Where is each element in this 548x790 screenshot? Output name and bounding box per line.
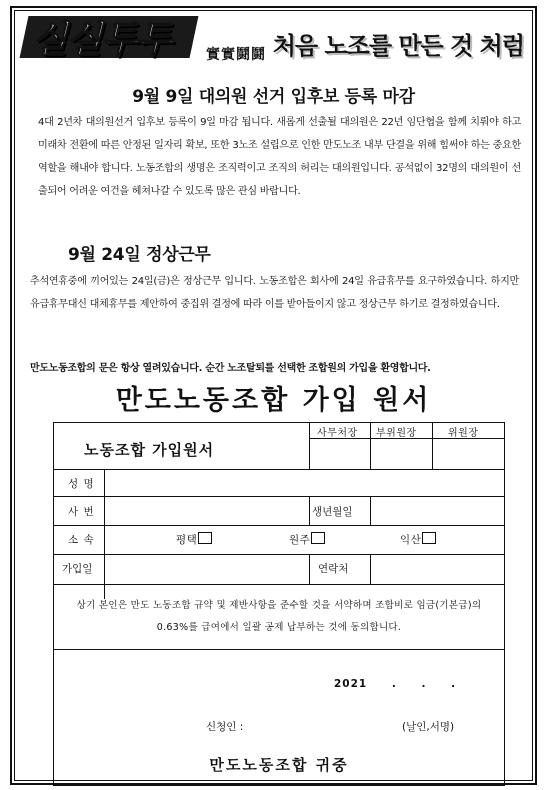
consent-statement: 상기 본인은 만도 노동조합 규약 및 제반사항을 준수할 것을 서약하며 조합비로 임금(기본급)의 0.63%를 급여에서 일괄 공제 납부하는 것에 동의합니다. [76,600,482,633]
checkbox[interactable] [311,532,325,544]
form-divider [370,496,371,525]
form-divider [309,423,310,469]
site-option-iksan[interactable] [400,532,436,547]
site-label: 원주 [289,534,311,546]
logo-text: 실실투투 [32,18,171,61]
article1-title: 9월 9일 대의원 선거 입후보 등록 마감 [132,87,415,107]
row-divider [54,584,504,585]
masthead [20,12,530,74]
applicant-label: 신청인 : [206,721,244,733]
form-divider [432,423,433,469]
form-divider [309,496,310,525]
application-form [53,422,505,786]
label-column-divider [104,469,105,599]
logo-hanja: 實實鬪鬪 [206,47,266,63]
article2-body: 추석연휴중에 끼어있는 24일(금)은 정상근무 입니다. 노동조합은 회사에 24일 유급휴무를 요구하였습니다. 하지만 유급휴무대신 대체휴무를 제안하여 중집위 결정에 따라 이를 받아들이지 않고 정상근무 하기로 결정하였습니다. [30,276,519,310]
application-date: 2021 . . . [334,678,457,690]
article2-title: 9월 24일 정상근무 [68,245,211,265]
article1-body: 4대 2년차 대의원선거 입후보 등록이 9일 마감 됩니다. 새롭게 선출될 대의원은 22년 임단협을 함께 치뤄야 하고 미래차 전환에 따른 안정된 일자리 확보, 또한 3노조 설립으로 인한 만도노조 내부 단결을 위해 힘써야 하는 중요한 역할을 해내야 합니다. 노동조합의 생명은 조직력이고 조직의 허리는 대의원입니다. 공석없이 32명의 대의원이 선출되어 어려운 여건을 헤쳐나갈 수 있도록 많은 관심 바랍니다. [38,117,521,197]
slogan: 처음 노조를 만든 것 처럼 [272,32,524,60]
signature-label: (날인,서명) [402,721,455,733]
site-label: 익산 [400,534,422,546]
approver-secretary-general: 사무처장 [317,428,358,439]
site-label: 평택 [176,534,198,546]
site-option-wonju[interactable] [289,532,325,547]
employee-no-label: 사 번 [68,506,95,518]
row-divider [54,554,504,555]
row-divider [54,496,504,497]
approver-vice-chair: 부위원장 [376,428,417,439]
form-name: 노동조합 가입원서 [84,441,215,459]
addressee: 만도노동조합 귀중 [209,756,349,774]
birthdate-label: 생년월일 [312,506,353,518]
join-date-label: 가입일 [62,563,93,575]
affiliation-label: 소 속 [68,534,95,546]
checkbox[interactable] [198,532,212,544]
newsletter-page [10,6,537,785]
row-divider [54,649,504,650]
row-divider [54,469,504,470]
form-divider [309,554,310,584]
approver-chair: 위원장 [448,428,479,439]
name-label: 성 명 [68,478,95,490]
site-option-pyeongtaek[interactable] [176,532,212,547]
checkbox[interactable] [422,532,436,544]
form-divider [370,554,371,584]
row-divider [54,525,504,526]
form-heading: 만도노동조합 가입 원서 [115,385,432,416]
contact-label: 연락처 [318,563,349,575]
membership-notice: 만도노동조합의 문은 항상 열려있습니다. 순간 노조탈퇴를 선택한 조합원의 가입을 환영합니다. [30,363,431,374]
form-divider [370,423,371,469]
